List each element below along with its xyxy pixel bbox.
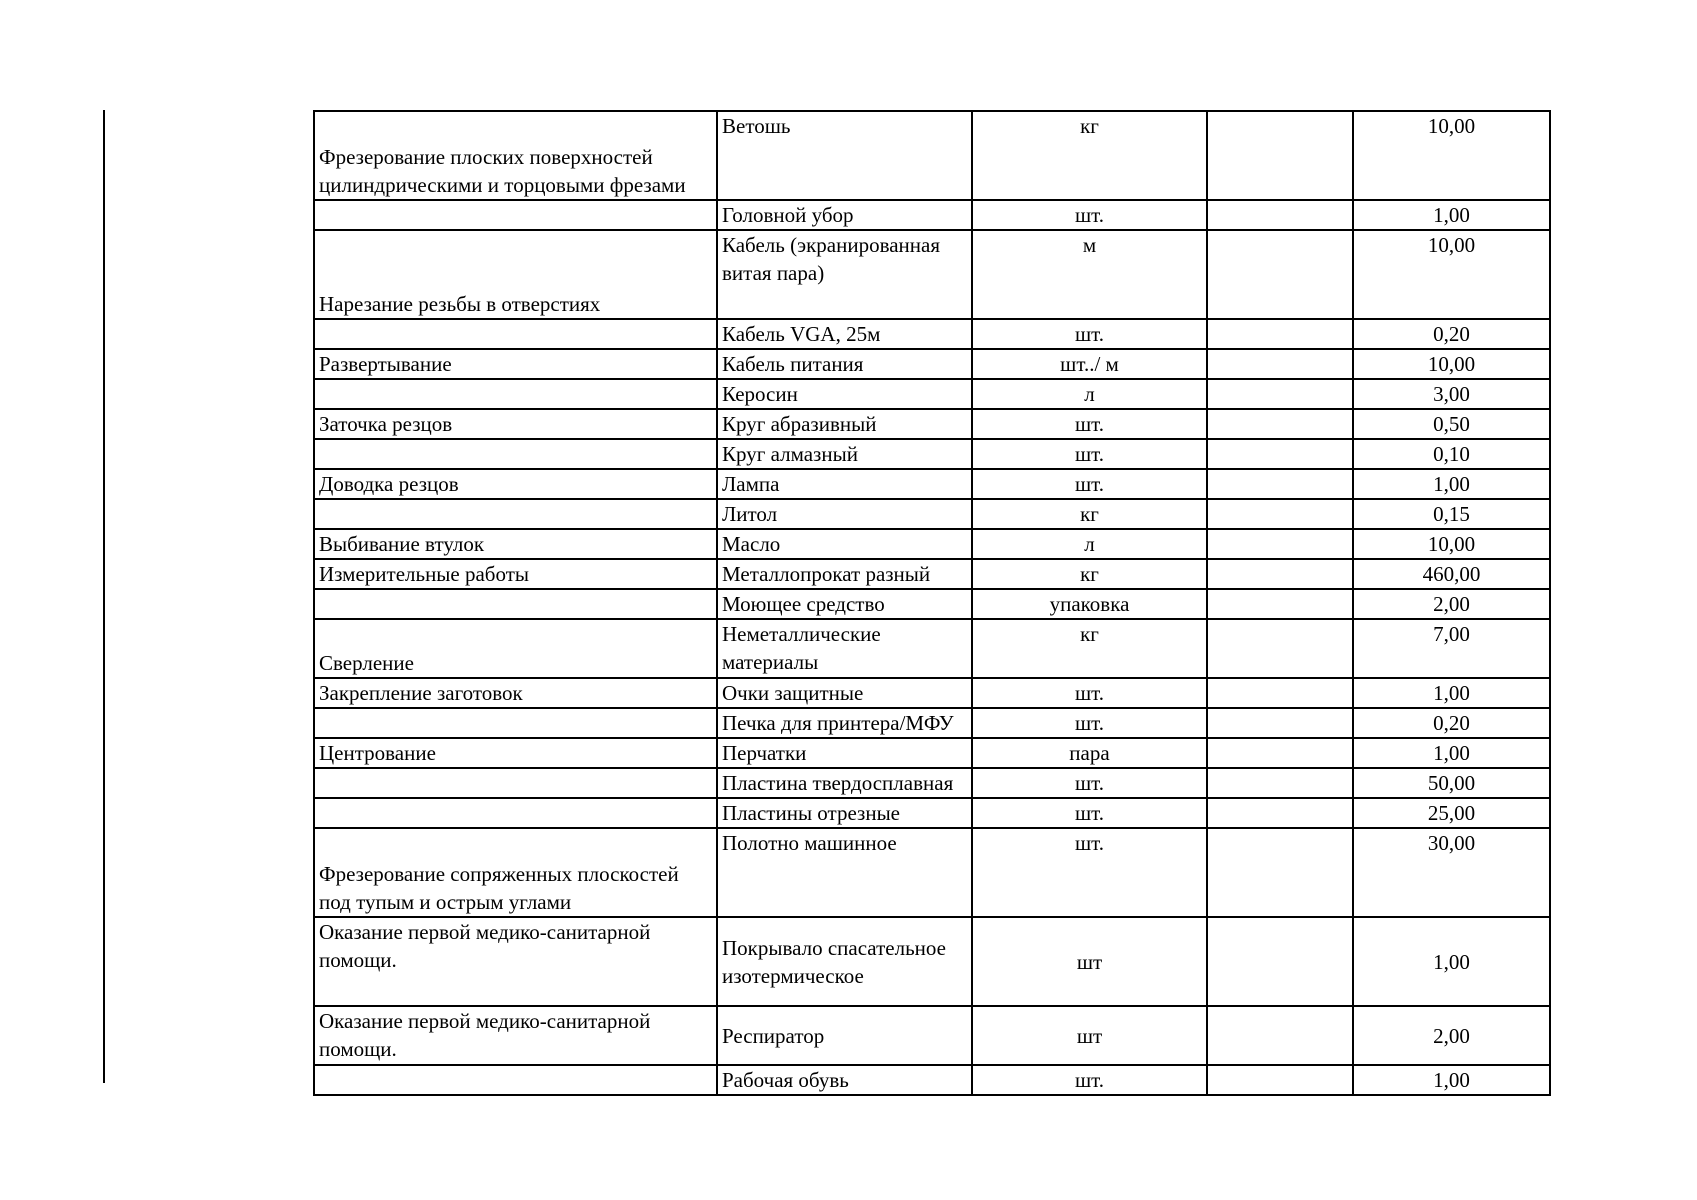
- empty-cell: [1207, 559, 1353, 589]
- quantity-cell: 0,20: [1353, 319, 1550, 349]
- unit-cell: шт.: [972, 409, 1207, 439]
- empty-cell: [1207, 111, 1353, 200]
- empty-cell: [1207, 828, 1353, 917]
- material-cell: Полотно машинное: [717, 828, 972, 917]
- operation-cell: Развертывание: [314, 349, 717, 379]
- operation-cell: [314, 768, 717, 798]
- table-row: [314, 708, 1550, 738]
- unit-cell: пара: [972, 738, 1207, 768]
- material-cell: Круг алмазный: [717, 439, 972, 469]
- quantity-cell: 10,00: [1353, 349, 1550, 379]
- table-row: [314, 798, 1550, 828]
- unit-cell: шт: [972, 1006, 1207, 1065]
- table-row: [314, 559, 1550, 589]
- table-row: [314, 917, 1550, 1006]
- operation-cell: Оказание первой медико-санитарной помощи.: [314, 1006, 717, 1065]
- material-cell: Металлопрокат разный: [717, 559, 972, 589]
- unit-cell: кг: [972, 619, 1207, 678]
- operation-cell: Фрезерование сопряженных плоскостей под тупым и острым углами: [314, 828, 717, 917]
- unit-cell: упаковка: [972, 589, 1207, 619]
- material-cell: Моющее средство: [717, 589, 972, 619]
- operation-cell: [314, 798, 717, 828]
- quantity-cell: 25,00: [1353, 798, 1550, 828]
- empty-cell: [1207, 469, 1353, 499]
- empty-cell: [1207, 379, 1353, 409]
- material-cell: Неметаллические материалы: [717, 619, 972, 678]
- quantity-cell: 1,00: [1353, 678, 1550, 708]
- material-cell: Перчатки: [717, 738, 972, 768]
- empty-cell: [1207, 678, 1353, 708]
- operation-cell: Фрезерование плоских поверхностей цилиндрическими и торцовыми фрезами: [314, 111, 717, 200]
- operation-cell: [314, 319, 717, 349]
- quantity-cell: 1,00: [1353, 1065, 1550, 1095]
- empty-cell: [1207, 619, 1353, 678]
- table-row: [314, 529, 1550, 559]
- empty-cell: [1207, 409, 1353, 439]
- table-row: [314, 319, 1550, 349]
- empty-cell: [1207, 200, 1353, 230]
- operation-cell: Измерительные работы: [314, 559, 717, 589]
- operation-cell: Закрепление заготовок: [314, 678, 717, 708]
- quantity-cell: 0,15: [1353, 499, 1550, 529]
- operation-cell: [314, 589, 717, 619]
- empty-cell: [1207, 319, 1353, 349]
- operation-cell: Нарезание резьбы в отверстиях: [314, 230, 717, 319]
- unit-cell: шт.: [972, 708, 1207, 738]
- empty-cell: [1207, 768, 1353, 798]
- quantity-cell: 1,00: [1353, 469, 1550, 499]
- material-cell: Очки защитные: [717, 678, 972, 708]
- material-cell: Ветошь: [717, 111, 972, 200]
- empty-cell: [1207, 798, 1353, 828]
- unit-cell: л: [972, 529, 1207, 559]
- table-row: [314, 409, 1550, 439]
- quantity-cell: 2,00: [1353, 589, 1550, 619]
- operation-cell: Центрование: [314, 738, 717, 768]
- empty-cell: [1207, 738, 1353, 768]
- material-cell: Рабочая обувь: [717, 1065, 972, 1095]
- operation-cell: [314, 379, 717, 409]
- operation-cell: Оказание первой медико-санитарной помощи.: [314, 917, 717, 1006]
- quantity-cell: 10,00: [1353, 529, 1550, 559]
- unit-cell: шт.: [972, 200, 1207, 230]
- table-row: [314, 768, 1550, 798]
- operation-cell: [314, 1065, 717, 1095]
- material-cell: Масло: [717, 529, 972, 559]
- quantity-cell: 0,20: [1353, 708, 1550, 738]
- table-row: [314, 379, 1550, 409]
- empty-cell: [1207, 230, 1353, 319]
- quantity-cell: 1,00: [1353, 917, 1550, 1006]
- table-row: [314, 439, 1550, 469]
- material-cell: Кабель VGA, 25м: [717, 319, 972, 349]
- table-row: [314, 678, 1550, 708]
- empty-cell: [1207, 529, 1353, 559]
- material-cell: Пластины отрезные: [717, 798, 972, 828]
- operation-cell: [314, 439, 717, 469]
- quantity-cell: 0,10: [1353, 439, 1550, 469]
- quantity-cell: 1,00: [1353, 738, 1550, 768]
- material-cell: Круг абразивный: [717, 409, 972, 439]
- unit-cell: шт.: [972, 439, 1207, 469]
- table-row: [314, 469, 1550, 499]
- unit-cell: кг: [972, 559, 1207, 589]
- unit-cell: м: [972, 230, 1207, 319]
- empty-cell: [1207, 917, 1353, 1006]
- empty-cell: [1207, 349, 1353, 379]
- operation-cell: [314, 499, 717, 529]
- empty-cell: [1207, 1006, 1353, 1065]
- operation-cell: [314, 200, 717, 230]
- table-row: [314, 200, 1550, 230]
- material-cell: Печка для принтера/МФУ: [717, 708, 972, 738]
- quantity-cell: 10,00: [1353, 230, 1550, 319]
- table-row: [314, 619, 1550, 678]
- table-row: [314, 1006, 1550, 1065]
- empty-cell: [1207, 439, 1353, 469]
- quantity-cell: 10,00: [1353, 111, 1550, 200]
- table-row: [314, 1065, 1550, 1095]
- empty-cell: [1207, 589, 1353, 619]
- table-row: [314, 828, 1550, 917]
- empty-cell: [1207, 499, 1353, 529]
- quantity-cell: 460,00: [1353, 559, 1550, 589]
- material-cell: Лампа: [717, 469, 972, 499]
- material-cell: Керосин: [717, 379, 972, 409]
- unit-cell: кг: [972, 111, 1207, 200]
- material-cell: Респиратор: [717, 1006, 972, 1065]
- quantity-cell: 2,00: [1353, 1006, 1550, 1065]
- unit-cell: л: [972, 379, 1207, 409]
- unit-cell: шт.: [972, 828, 1207, 917]
- empty-cell: [1207, 708, 1353, 738]
- quantity-cell: 3,00: [1353, 379, 1550, 409]
- empty-cell: [1207, 1065, 1353, 1095]
- material-cell: Кабель питания: [717, 349, 972, 379]
- unit-cell: шт.: [972, 798, 1207, 828]
- table-row: [314, 589, 1550, 619]
- table-row: [314, 499, 1550, 529]
- operation-cell: Выбивание втулок: [314, 529, 717, 559]
- table-row: [314, 349, 1550, 379]
- unit-cell: шт.: [972, 469, 1207, 499]
- material-cell: Пластина твердосплавная: [717, 768, 972, 798]
- quantity-cell: 1,00: [1353, 200, 1550, 230]
- unit-cell: шт.: [972, 319, 1207, 349]
- left-margin-rule: [103, 110, 105, 1083]
- quantity-cell: 0,50: [1353, 409, 1550, 439]
- materials-table: [313, 110, 1551, 1096]
- unit-cell: шт: [972, 917, 1207, 1006]
- table-row: [314, 738, 1550, 768]
- material-cell: Кабель (экранированная витая пара): [717, 230, 972, 319]
- material-cell: Покрывало спасательное изотермическое: [717, 917, 972, 1006]
- quantity-cell: 50,00: [1353, 768, 1550, 798]
- material-cell: Литол: [717, 499, 972, 529]
- operation-cell: [314, 708, 717, 738]
- quantity-cell: 30,00: [1353, 828, 1550, 917]
- unit-cell: шт.: [972, 1065, 1207, 1095]
- unit-cell: шт.: [972, 768, 1207, 798]
- unit-cell: кг: [972, 499, 1207, 529]
- table-row: [314, 111, 1550, 200]
- operation-cell: Сверление: [314, 619, 717, 678]
- unit-cell: шт.: [972, 678, 1207, 708]
- table-row: [314, 230, 1550, 319]
- operation-cell: Доводка резцов: [314, 469, 717, 499]
- material-cell: Головной убор: [717, 200, 972, 230]
- quantity-cell: 7,00: [1353, 619, 1550, 678]
- operation-cell: Заточка резцов: [314, 409, 717, 439]
- unit-cell: шт../ м: [972, 349, 1207, 379]
